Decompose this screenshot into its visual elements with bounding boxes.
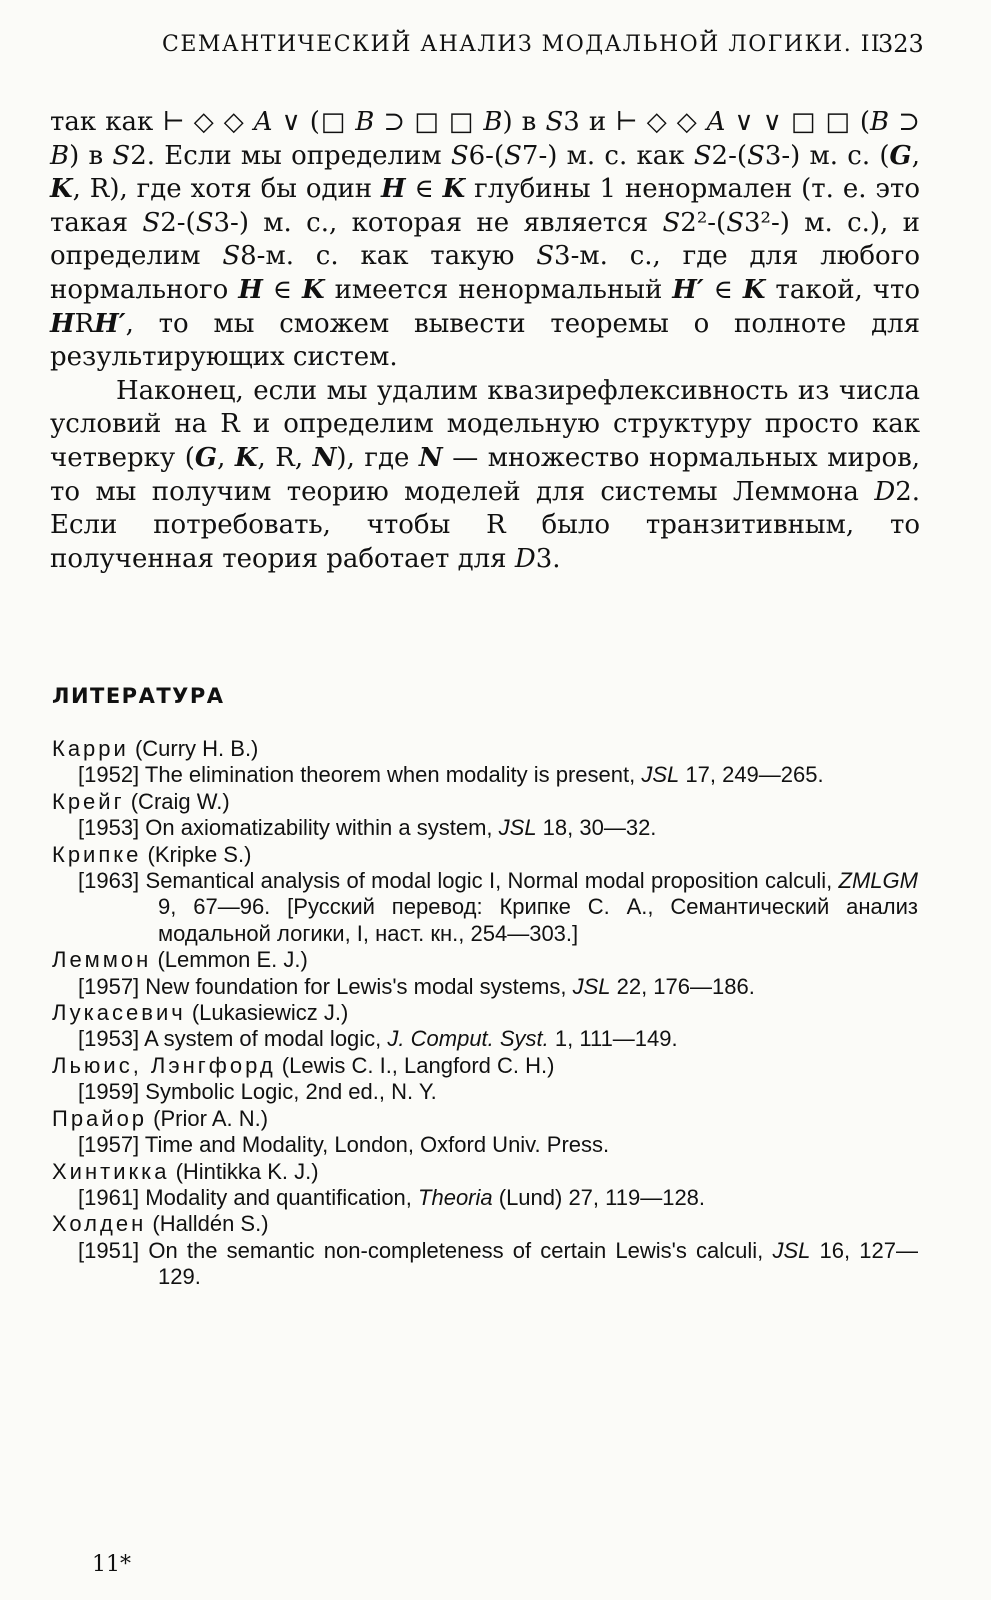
author-name-ru: Крейг (52, 788, 125, 814)
reference-work (52, 815, 918, 841)
reference-author (52, 789, 918, 815)
reference-work (52, 1185, 918, 1211)
work-year: [1952] (78, 762, 140, 788)
work-journal: JSL (772, 1237, 811, 1263)
reference-work (52, 1079, 918, 1105)
reference-work (52, 974, 918, 1000)
author-name-ru: Леммон (52, 947, 152, 973)
work-details: 16, 127—129. (158, 1237, 918, 1290)
reference-author (52, 1211, 918, 1237)
work-journal: ZMLGM (838, 868, 918, 894)
author-name-en: (Halldén S.) (152, 1211, 269, 1237)
references-heading: ЛИТЕРАТУРА (52, 684, 225, 708)
author-name-ru: Крипке (52, 841, 142, 867)
signature-mark: 11* (92, 1552, 131, 1577)
work-year: [1961] (78, 1184, 140, 1210)
author-name-en: (Curry H. B.) (134, 736, 259, 761)
paragraph-1: так как ⊢ ◇ ◇ A ∨ (□ B ⊃ □ □ B) в S3 и ⊢ ◇ ◇ A ∨ ∨ □ □ (B ⊃ B) в S2. Если мы определим S6-(S7-) м. с. как S2-(S3-) м. с. (G, K, R), где хотя бы один H ∈ K глубины 1 ненормален (т. е. это такая S2-(S3-) м. с., которая не является S2²-(S3²-) м. с.), и определим S8-м. с. как такую S3-м. с., где для любого нормального H ∈ K имеется ненормальный H′ ∈ K такой, что HRH′, то мы сможем вывести теоремы о полноте для результирующих систем. (50, 107, 921, 373)
page-number: 323 (878, 30, 924, 58)
work-year: [1953] (78, 1026, 140, 1052)
work-details: 18, 30—32. (536, 815, 657, 841)
work-title: Modality and quantification, (145, 1184, 419, 1210)
work-details: 9, 67—96. [Русский перевод: Крипке С. А., Семантический анализ модальной логики, I, наст. кн., 254—303.] (158, 894, 918, 946)
reference-author (52, 1053, 918, 1079)
work-details: 22, 176—186. (610, 973, 755, 999)
work-journal: J. Comput. Syst. (387, 1026, 549, 1052)
author-name-en: (Lukasiewicz J.) (191, 1000, 349, 1026)
work-year: [1953] (78, 815, 140, 841)
work-title: The elimination theorem when modality is present, (144, 762, 642, 788)
author-name-en: (Kripke S.) (147, 841, 252, 867)
work-title: New foundation for Lewis's modal systems, (145, 973, 573, 999)
references-list (52, 736, 918, 1291)
paragraph-2: Наконец, если мы удалим квазирефлексивность из числа условий на R и определим модельную структуру просто как четверку (G, K, R, N), где N — множество нормальных миров, то мы получим теорию моделей для системы Леммона D2. Если потребовать, чтобы R было транзитивным, то полученная теория работает для D3. (50, 375, 920, 574)
reference-author (52, 1159, 918, 1185)
running-title: СЕМАНТИЧЕСКИЙ АНАЛИЗ МОДАЛЬНОЙ ЛОГИКИ. II (162, 32, 882, 57)
work-title: Semantical analysis of modal logic I, Normal modal proposition calculi, (145, 868, 839, 894)
author-name-en: (Hintikka K. J.) (175, 1158, 319, 1184)
work-title: Symbolic Logic, 2nd ed., N. Y. (145, 1079, 437, 1105)
author-name-en: (Prior A. N.) (153, 1105, 269, 1131)
work-details: 1, 111—149. (548, 1026, 678, 1052)
author-name-ru: Хинтикка (52, 1158, 170, 1184)
author-name-en: (Lewis C. I., Langford C. H.) (281, 1052, 555, 1078)
author-name-en: (Lemmon E. J.) (157, 947, 308, 973)
reference-author (52, 1106, 918, 1132)
reference-work (52, 1132, 918, 1158)
work-title: On the semantic non-completeness of certain Lewis's calculi, (148, 1237, 773, 1263)
work-title: A system of modal logic, (144, 1026, 388, 1052)
work-journal: Theoria (418, 1184, 493, 1210)
work-details: (Lund) 27, 119—128. (492, 1184, 706, 1210)
reference-work (52, 1026, 918, 1052)
work-year: [1959] (78, 1079, 140, 1105)
work-title: On axiomatizability within a system, (145, 815, 499, 841)
author-name-ru: Карри (52, 736, 129, 761)
work-details: 17, 249—265. (679, 762, 824, 788)
reference-author (52, 947, 918, 973)
work-journal: JSL (572, 973, 611, 999)
work-year: [1963] (78, 868, 140, 894)
work-year: [1951] (78, 1237, 140, 1263)
author-name-en: (Craig W.) (130, 788, 230, 814)
reference-author (52, 842, 918, 868)
work-title: Time and Modality, London, Oxford Univ. Press. (144, 1132, 610, 1158)
work-journal: JSL (641, 762, 680, 788)
author-name-ru: Холден (52, 1211, 147, 1237)
author-name-ru: Лукасевич (52, 1000, 186, 1026)
reference-work (52, 762, 918, 788)
author-name-ru: Льюис, Лэнгфорд (52, 1052, 276, 1078)
reference-work (52, 1238, 918, 1291)
body-text (50, 106, 920, 576)
work-year: [1957] (78, 1132, 140, 1158)
work-journal: JSL (498, 815, 537, 841)
reference-author (52, 736, 918, 762)
author-name-ru: Прайор (52, 1105, 148, 1131)
reference-work (52, 868, 918, 947)
reference-author (52, 1000, 918, 1026)
work-year: [1957] (78, 973, 140, 999)
